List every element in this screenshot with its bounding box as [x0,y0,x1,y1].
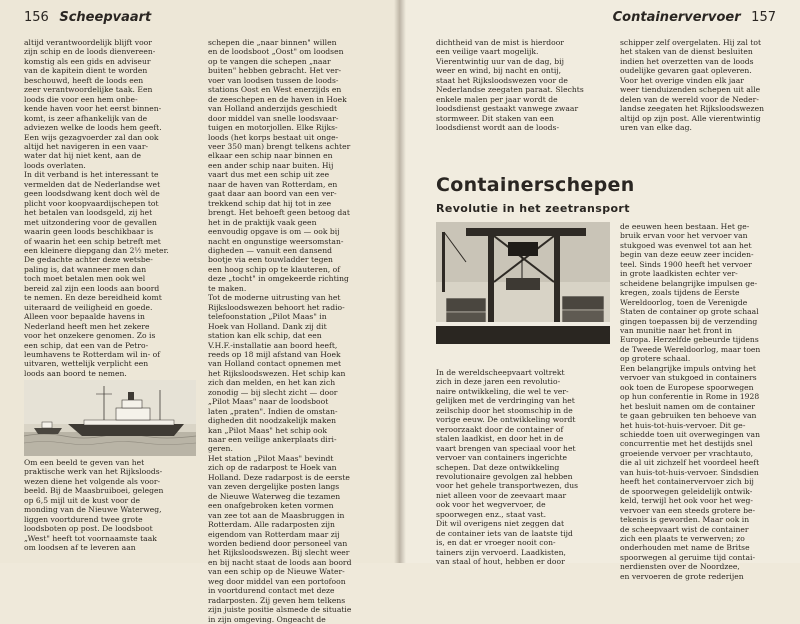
running-title: Scheepvaart [59,10,152,25]
running-title: Containervervoer [612,10,741,25]
right-page-header [613,10,776,25]
page-number: 157 [751,10,776,25]
right-column-1-top-text: dichtheid van de mist is hierdoor een veilige vaart mogelijk. Vierentwintig uur van de dag, bij weer en wind, bij nacht en ontij, staat het Rijksloodswezen voor de Nederlandse zeegaten paraat. Slechts enkele malen per jaar wordt de loodsdienst gestaakt vanwege zwaar stormweer. Dit staken van een loodsdienst wordt aan de loods- [436,38,584,133]
right-page [400,0,800,581]
right-column-1-bottom-text: In de wereldscheepvaart voltrekt zich in deze jaren een revolutio- naire ontwikkeling, die wel te ver- gelijken met de verdringing van het zeilschip door het stoomschip in de vorige eeuw. De ontwikkeling wordt veroorzaakt door de container of stalen laadkist, en door het in de vaart brengen van speciaal voor het vervoer van containers ingerichte schepen. Dat deze ontwikkeling revolutionaire gevolgen zal hebben voor het gehele transportwezen, dus niet alleen voor de zeevaart maar ook voor het wegvervoer, de spoorwegen enz., staat vast. Dit wil overigens niet zeggen dat de container iets van de laatste tijd is, en dat er vroeger nooit con- tainers zijn vervoerd. Laadkisten, van staal of hout, hebben er door [436,368,579,567]
left-column-1-top-text: altijd verantwoordelijk blijft voor zijn schip en de loods dienvereen- komstig als een gids en adviseur van de kapitein dient te worden beschouwd, heeft de loods een zeer verantwoordelijke taak. Een loods die voor een hem onbe- kende haven voor het eerst binnen- komt, is zeer afhankelijk van de adviezen welke de loods hem geeft. Een wijs gezagvoerder zal dan ook altijd het navigeren in een vaar- water dat hij niet kent, aan de loods overlaten. In dit verband is het interessant te vermelden dat de Nederlandse wet geen loodsdwang kent doch wèl de plicht voor koopvaardijschepen tot het betalen van loodsgeld, zij het met uitzondering voor de gevallen waarin geen loods beschikbaar is of waarin het een schip betreft met een kleinere diepgang dan 2½ meter. De gedachte achter deze wetsbe- paling is, dat wanneer men dan toch moet betalen men ook wel bereid zal zijn een loods aan boord te nemen. En deze bereidheid komt uiteraard de veiligheid en goede. Alleen voor bepaalde havens in Nederland heeft men het zekere voor het onzekere genomen. Zo is een schip, dat een van de Petro- leumhavens te Rotterdam wil in- of uitvaren, wettelijk verplicht een loods aan boord te nemen. [24,38,169,378]
container-ship-photo [436,222,610,344]
book-gutter [394,0,406,563]
left-column-2-text: schepen die „naar binnen" willen en de loodsboot „Oost" om loodsen op te vangen die schepen „naar buiten" hebben gebracht. Het ver- voer van loodsen tussen de loods- stations Oost en West enerzijds en de zeeschepen en de haven in Hoek van Holland anderzijds geschiedt door middel van snelle loodsvaar- tuigen en motorjollen. Elke Rijks- loods (het korps bestaat uit onge- veer 350 man) brengt telkens achter elkaar een schip naar binnen en een ander schip naar buiten. Hij vaart dus met een schip uit zee naar de haven van Rotterdam, en gaat daar aan boord van een ver- trekkend schip dat hij tot in zee brengt. Het behoeft geen betoog dat het in de praktijk vaak geen eenvoudig opgave is om — ook bij nacht en ongunstige weersomstan- digheden — vanuit een dansend bootje via een touwladder tegen een hoog schip op te klauteren, of deze „tocht" in omgekeerde richting te maken. Tot de moderne uitrusting van het Rijksloodswezen behoort het radio- telefoonstation „Pilot Maas" in Hoek van Holland. Dank zij dit station kan elk schip, dat een V.H.F.-installatie aan boord heeft, reeds op 18 mijl afstand van Hoek van Holland contact opnemen met het Rijksloodswezen. Het schip kan zich dan melden, en het kan zich zonodig — bij slecht zicht — door „Pilot Maas" naar de loodsboot laten „praten". Indien de omstan- digheden dit noodzakelijk maken kan „Pilot Maas" het schip ook naar een veilige ankerplaats diri- geren. Het station „Pilot Maas" bevindt zich op de radarpost te Hoek van Holland. Deze radarpost is de eerste van zeven dergelijke posten langs de Nieuwe Waterweg die tezamen een onafgebroken keten vormen van zee tot aan de Maasbruggen in Rotterdam. Alle radarposten zijn eigendom van Rotterdam maar zij worden bediend door personeel van het Rijksloodswezen. Bij slecht weer en bij nacht staat de loods aan boord van een schip op de Nieuwe Water- weg door middel van een portofoon in voortdurend contact met deze radarposten. Zij geven hem telkens zijn juiste positie alsmede de situatie in zijn omgeving. Ongeacht de [208,38,352,624]
section-title: Containerschepen [436,174,635,196]
pilot-boat-illustration [24,380,196,456]
pilot-boat-photo [24,380,196,456]
section-subtitle: Revolutie in het zeetransport [436,202,630,215]
page-number: 156 [24,10,49,25]
right-column-2-top-text: schipper zelf overgelaten. Hij zal tot het staken van de dienst besluiten indien het overzetten van de loods oudelijke gevaren gaat opleveren. Voor het overige vinden elk jaar weer tienduizenden schepen uit alle delen van de wereld voor de Neder- landse zeegaten het Rijksloodswezen altijd op zijn post. Alle vierentwintig uren van elke dag. [620,38,764,133]
left-column-1-bottom-text: Om een beeld te geven van het praktische werk van het Rijksloods- wezen diene het volgende als voor- beeld. Bij de Maasbruiboei, gelegen op 6,5 mijl uit de kust voor de monding van de Nieuwe Waterweg, liggen voortdurend twee grote loodsboten op post. De loodsboot „West" heeft tot voornaamste taak om loodsen af te leveren aan [24,458,164,553]
right-column-2-bottom-text: de eeuwen heen bestaan. Het ge- bruik ervan voor het vervoer van stukgoed was evenwel tot aan het begin van deze eeuw zeer inciden- teel. Sinds 1900 heeft het vervoer in grote laadkisten echter ver- scheidene belangrijke impulsen ge- kregen, zoals tijdens de Eerste Wereldoorlog, toen de Verenigde Staten de container op grote schaal gingen toepassen bij de verzending van munitie naar het front in Europa. Herzelfde gebeurde tijdens de Tweede Wereldoorlog, maar toen op grotere schaal. Een belangrijke impuls ontving het vervoer van stukgoed in containers ook toen de Europese spoorwegen op hun conferentie in Rome in 1928 het besluit namen om de container te gaan gebruiken ten behoeve van het huis-tot-huis-vervoer. Dit ge- schiedde toen uit overwegingen van concurrentie met het destijds snel groeiende vervoer per vrachtauto, die al uit zichzelf het voordeel heeft van huis-tot-huis-vervoer. Sindsdien heeft het containervervoer zich bij de spoorwegen geleidelijk ontwik- keld, terwijl het ook voor het weg- vervoer van een steeds grotere be- tekenis is geworden. Maar ook in de scheepvaart wist de container zich een plaats te verwerven; zo onderhouden met name de Britse spoorwegen al geruime tijd contai- nerdiensten over de Noordzee, en vervoeren de grote rederijen [620,222,761,581]
container-crane-illustration [436,222,610,344]
left-page-header [24,10,151,25]
